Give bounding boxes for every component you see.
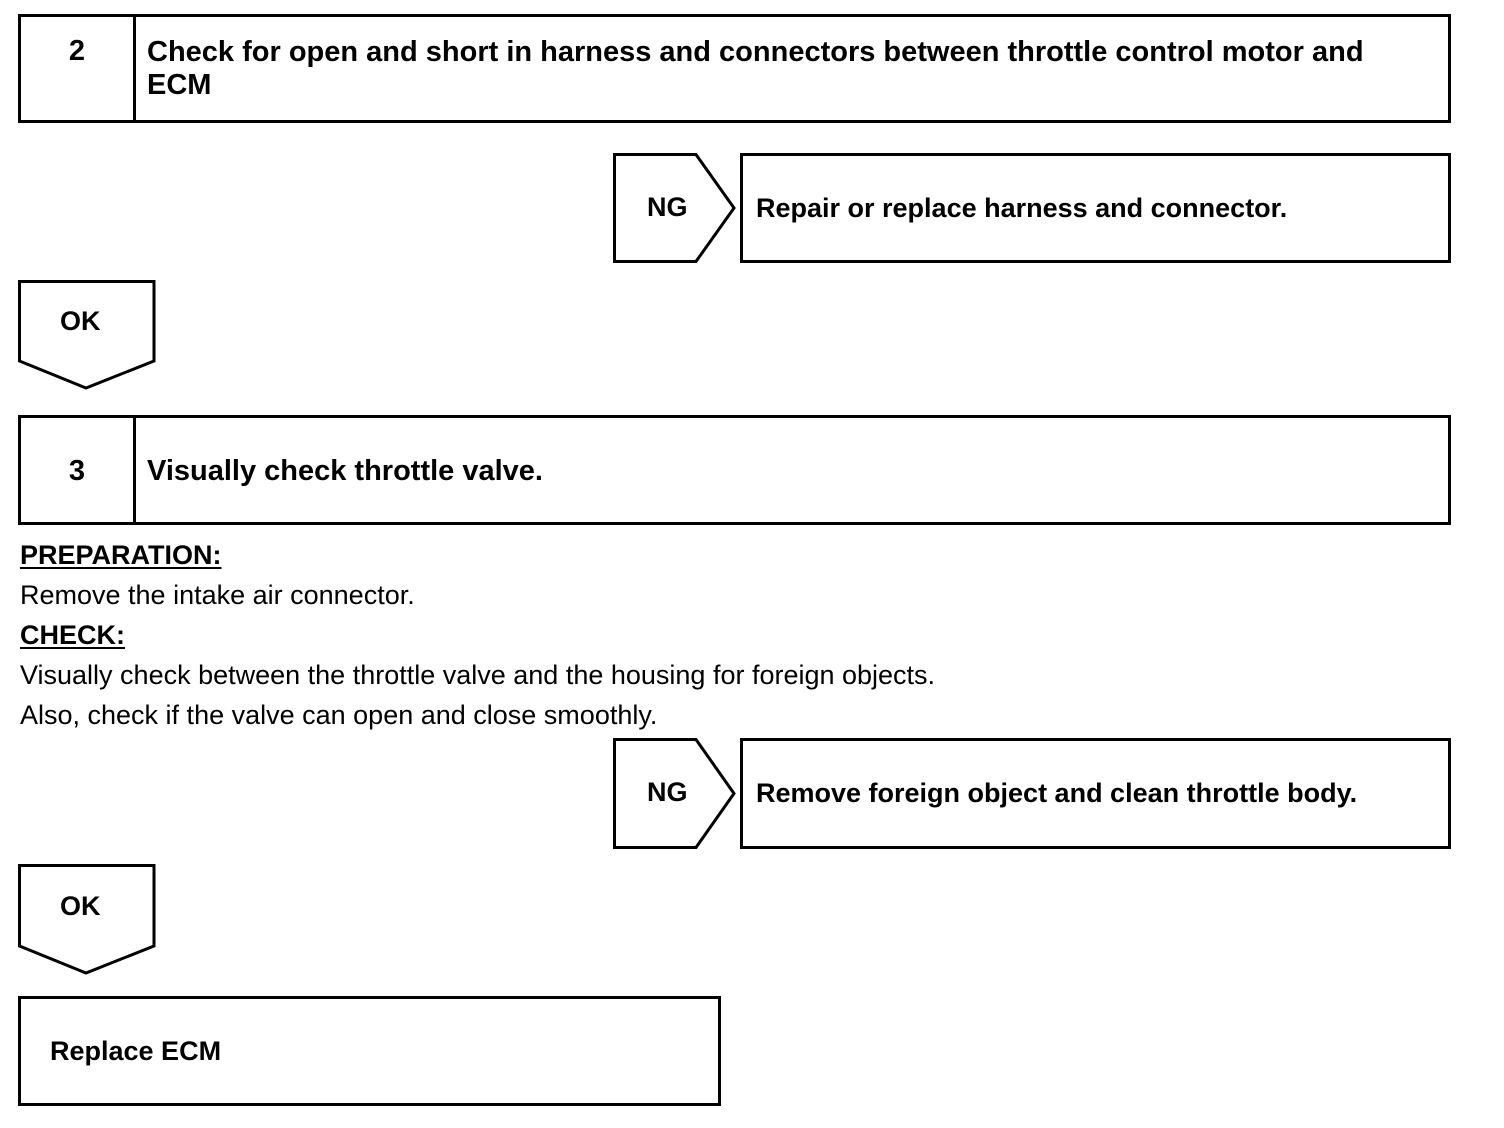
check-heading: CHECK: bbox=[20, 620, 125, 650]
step-3-ng-label: NG bbox=[647, 777, 688, 807]
step-2-ng-action-box bbox=[740, 153, 1451, 263]
step-3-ng-action-text: Remove foreign object and clean throttle body. bbox=[756, 778, 1358, 808]
step-2-ng-label: NG bbox=[647, 192, 688, 222]
step-3-number: 3 bbox=[21, 418, 136, 522]
step-3-box bbox=[18, 415, 1451, 525]
step-3-ng-action-box bbox=[740, 738, 1451, 849]
step-3-instructions bbox=[20, 535, 935, 735]
step-3-ok-label: OK bbox=[60, 891, 101, 921]
check-text-line-1: Visually check between the throttle valve and the housing for foreign objects. bbox=[20, 660, 936, 690]
step-2-ng-action-text: Repair or replace harness and connector. bbox=[756, 192, 1288, 223]
preparation-heading: PREPARATION: bbox=[20, 540, 222, 570]
final-action-text: Replace ECM bbox=[50, 1035, 222, 1066]
step-2-title: Check for open and short in harness and connectors between throttle control motor and ECM bbox=[147, 36, 1364, 101]
preparation-text: Remove the intake air connector. bbox=[20, 580, 415, 610]
check-text-line-2: Also, check if the valve can open and close smoothly. bbox=[20, 700, 658, 730]
step-2-ok-label: OK bbox=[60, 306, 101, 336]
step-2-box bbox=[18, 14, 1451, 123]
step-2-number: 2 bbox=[21, 17, 136, 120]
final-action-box bbox=[18, 996, 721, 1106]
step-3-title: Visually check throttle valve. bbox=[147, 455, 543, 487]
